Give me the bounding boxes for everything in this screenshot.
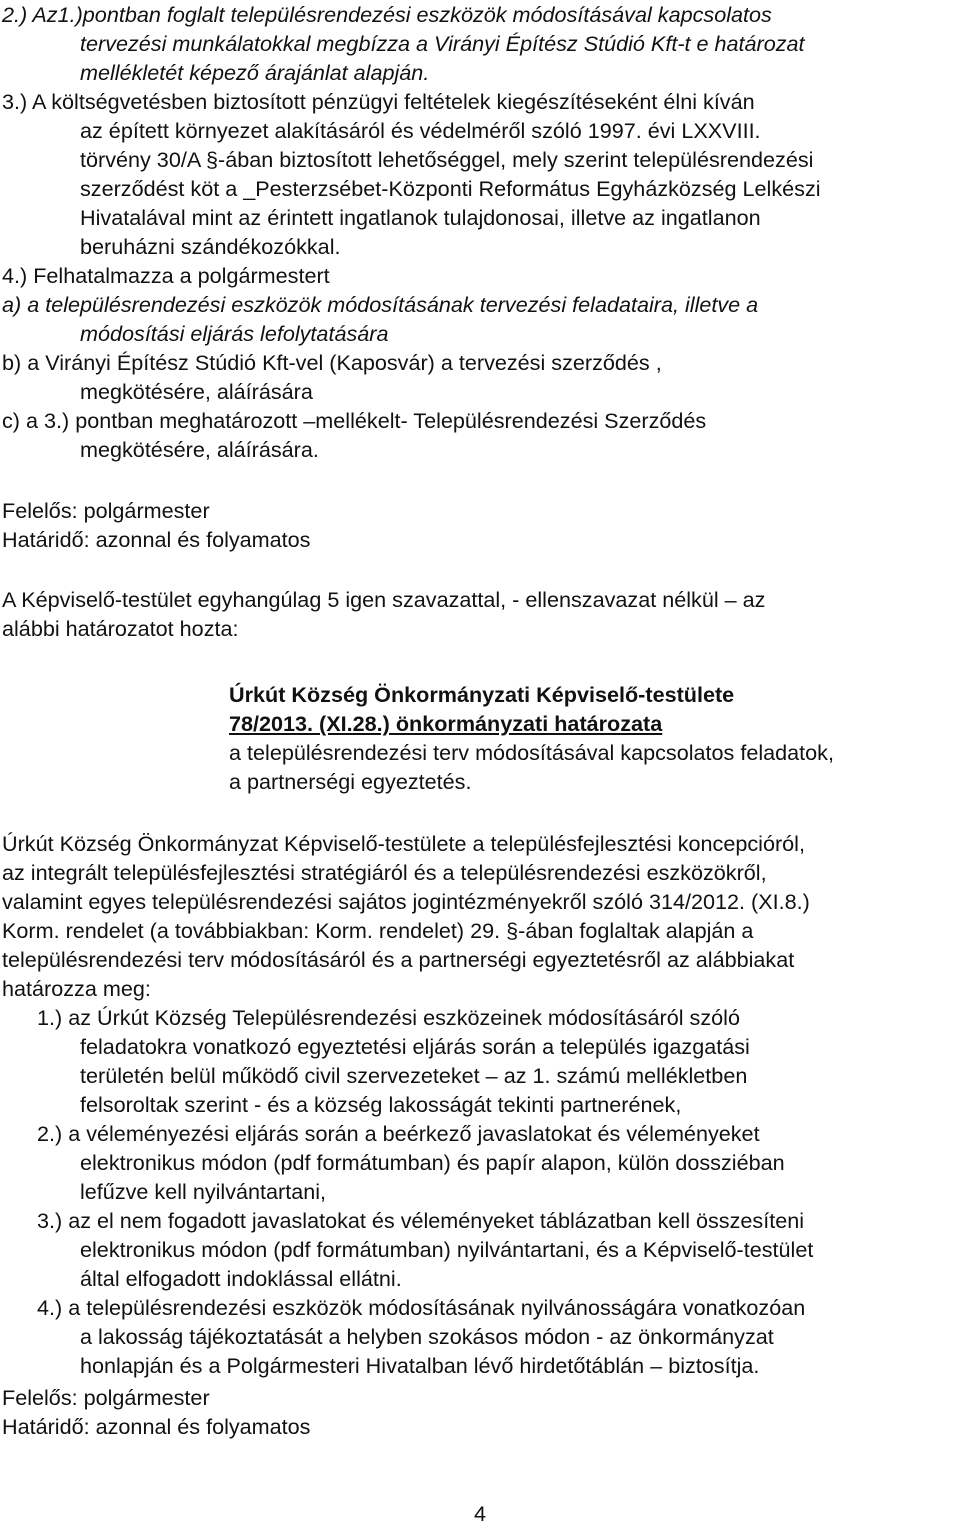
text-line: területén belül működő civil szervezeteket – az 1. számú mellékletben xyxy=(80,1063,748,1088)
text-line: Korm. rendelet (a továbbiakban: Korm. rendelet) 29. §-ában foglaltak alapján a xyxy=(2,918,754,943)
text-line: megkötésére, aláírására xyxy=(80,379,313,404)
text-line: Hivatalával mint az érintett ingatlanok tulajdonosai, illetve az ingatlanon xyxy=(80,205,761,230)
text-line: alábbi határozatot hozta: xyxy=(2,616,239,641)
text-line: Felelős: polgármester xyxy=(2,498,210,523)
text-line: Úrkút Község Önkormányzat Képviselő-testülete a településfejlesztési koncepcióról, xyxy=(2,831,805,856)
text-line: 2.) a véleményezési eljárás során a beérkező javaslatokat és véleményeket xyxy=(37,1121,760,1146)
text-line: az épített környezet alakításáról és védelméről szóló 1997. évi LXXVIII. xyxy=(80,118,761,143)
text-line: a településrendezési terv módosításával kapcsolatos feladatok, xyxy=(229,740,834,765)
text-line: Határidő: azonnal és folyamatos xyxy=(2,527,311,552)
text-line: Úrkút Község Önkormányzati Képviselő-testülete xyxy=(229,682,735,707)
text-line: 78/2013. (XI.28.) önkormányzati határozata xyxy=(229,711,663,736)
text-line: törvény 30/A §-ában biztosított lehetőséggel, mely szerint településrendezési xyxy=(80,147,814,172)
text-line: tervezési munkálatokkal megbízza a Virányi Építész Stúdió Kft-t e határozat xyxy=(80,31,805,56)
text-line: módosítási eljárás lefolytatására xyxy=(80,321,389,346)
text-line: által elfogadott indoklással ellátni. xyxy=(80,1266,402,1291)
text-line: a lakosság tájékoztatását a helyben szokásos módon - az önkormányzat xyxy=(80,1324,774,1349)
text-line: településrendezési terv módosításáról és a partnerségi egyeztetésről az alábbiakat xyxy=(2,947,795,972)
text-line: A Képviselő-testület egyhangúlag 5 igen szavazattal, - ellenszavazat nélkül – az xyxy=(2,587,766,612)
text-line: elektronikus módon (pdf formátumban) és papír alapon, külön dossziéban xyxy=(80,1150,785,1175)
text-line: szerződést köt a _Pesterzsébet-Központi Református Egyházközség Lelkészi xyxy=(80,176,821,201)
text-line: 1.) az Úrkút Község Településrendezési eszközeinek módosításáról szóló xyxy=(37,1005,740,1030)
text-line: valamint egyes településrendezési sajátos jogintézményekről szóló 314/2012. (XI.8.) xyxy=(2,889,810,914)
text-line: a partnerségi egyeztetés. xyxy=(229,769,472,794)
text-line: lefűzve kell nyilvántartani, xyxy=(80,1179,327,1204)
text-line: feladatokra vonatkozó egyeztetési eljárás során a település igazgatási xyxy=(80,1034,750,1059)
page-number: 4 xyxy=(473,1501,486,1526)
text-line: honlapján és a Polgármesteri Hivatalban lévő hirdetőtáblán – biztosítja. xyxy=(80,1353,760,1378)
text-line: megkötésére, aláírására. xyxy=(80,437,319,462)
text-line: beruházni szándékozókkal. xyxy=(80,234,341,259)
text-line: a) a településrendezési eszközök módosításának tervezési feladataira, illetve a xyxy=(2,292,759,317)
text-line: b) a Virányi Építész Stúdió Kft-vel (Kaposvár) a tervezési szerződés , xyxy=(2,350,662,375)
text-line: mellékletét képező árajánlat alapján. xyxy=(80,60,430,85)
text-line: 3.) az el nem fogadott javaslatokat és véleményeket táblázatban kell összesíteni xyxy=(37,1208,805,1233)
text-line: Határidő: azonnal és folyamatos xyxy=(2,1414,311,1439)
text-line: az integrált településfejlesztési stratégiáról és a településrendezési eszközökről, xyxy=(2,860,767,885)
text-line: Felelős: polgármester xyxy=(2,1385,210,1410)
text-line: c) a 3.) pontban meghatározott –mellékelt- Településrendezési Szerződés xyxy=(2,408,707,433)
text-line: 4.) Felhatalmazza a polgármestert xyxy=(2,263,330,288)
text-line: határozza meg: xyxy=(2,976,151,1001)
text-line: elektronikus módon (pdf formátumban) nyilvántartani, és a Képviselő-testület xyxy=(80,1237,814,1262)
text-line: 4.) a településrendezési eszközök módosításának nyilvánosságára vonatkozóan xyxy=(37,1295,806,1320)
text-line: 3.) A költségvetésben biztosított pénzügyi feltételek kiegészítéseként élni kíván xyxy=(2,89,755,114)
text-line: felsoroltak szerint - és a község lakosságát tekinti partnerének, xyxy=(80,1092,682,1117)
text-line: 2.) Az1.)pontban foglalt településrendezési eszközök módosításával kapcsolatos xyxy=(2,2,772,27)
